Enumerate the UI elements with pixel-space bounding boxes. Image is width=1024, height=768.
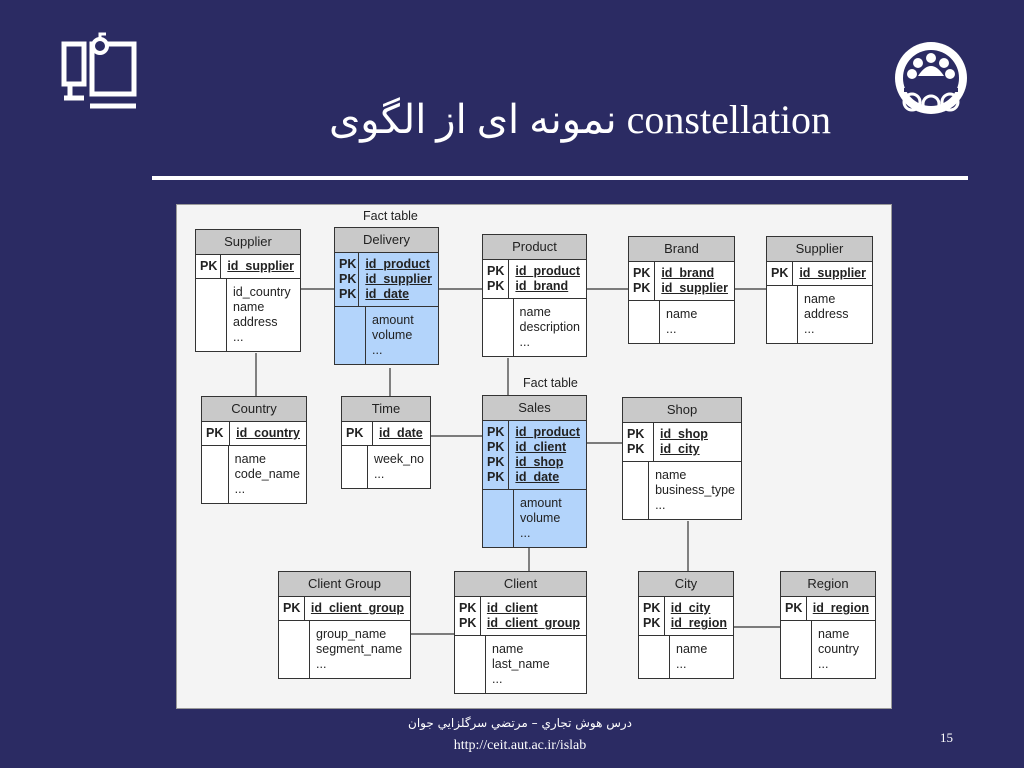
key-field: id_supplier — [799, 266, 866, 280]
attribute-field: name — [519, 305, 551, 319]
attribute-field: name — [666, 307, 698, 321]
table-name: Supplier — [196, 230, 300, 255]
attribute-fields — [227, 279, 297, 351]
pk-column — [279, 597, 305, 620]
attribute-section — [623, 462, 741, 519]
pk-marker: PK — [487, 455, 505, 469]
table-brand — [628, 236, 735, 344]
attribute-field: address — [233, 315, 278, 329]
attribute-field: ... — [492, 672, 503, 686]
attribute-section — [767, 286, 872, 343]
attribute-field: ... — [519, 335, 530, 349]
attribute-section — [342, 446, 430, 488]
attribute-fields — [310, 621, 408, 678]
key-fields — [793, 262, 872, 285]
primary-key-section — [781, 597, 875, 621]
primary-key-section — [767, 262, 872, 286]
pk-marker: PK — [633, 266, 651, 280]
key-field: id_region — [670, 616, 727, 630]
pk-column — [781, 597, 807, 620]
attribute-fields — [660, 301, 703, 343]
primary-key-section — [196, 255, 300, 279]
attribute-fields — [798, 286, 854, 343]
pk-marker: PK — [643, 601, 661, 615]
attribute-fields — [514, 490, 568, 547]
table-name: Delivery — [335, 228, 438, 253]
pk-column — [196, 255, 221, 278]
attribute-field: ... — [234, 482, 246, 496]
primary-key-section — [279, 597, 410, 621]
primary-key-section — [342, 422, 430, 446]
key-field: id_client — [486, 601, 538, 615]
attribute-section — [639, 636, 733, 678]
table-name: Brand — [629, 237, 734, 262]
pk-marker: PK — [459, 616, 477, 630]
primary-key-section — [639, 597, 733, 636]
attribute-field: ... — [520, 526, 531, 540]
attribute-field: country — [818, 642, 859, 656]
primary-key-section — [335, 253, 438, 307]
table-name: Time — [342, 397, 430, 422]
attribute-section — [483, 490, 586, 547]
attribute-section — [279, 621, 410, 678]
pk-column — [483, 421, 509, 489]
attribute-fields — [670, 636, 713, 678]
pk-marker: PK — [785, 601, 803, 615]
key-fields — [221, 255, 300, 278]
primary-key-section — [483, 260, 586, 299]
pk-column — [767, 262, 793, 285]
key-fields — [654, 423, 714, 461]
constellation-schema-diagram — [176, 204, 892, 709]
key-field: id_product — [365, 257, 430, 271]
attribute-field: ... — [373, 467, 385, 481]
attribute-field: name — [492, 642, 524, 656]
attribute-field: ... — [676, 657, 687, 671]
pk-marker: PK — [283, 601, 301, 615]
pk-column — [202, 422, 230, 445]
table-delivery — [334, 227, 439, 365]
key-field: id_client — [515, 440, 567, 454]
attribute-section — [196, 279, 300, 351]
pk-marker: PK — [771, 266, 789, 280]
table-name: Client Group — [279, 572, 410, 597]
pk-marker: PK — [459, 601, 477, 615]
pk-marker: PK — [627, 427, 645, 441]
table-name: Country — [202, 397, 306, 422]
attribute-field: ... — [233, 330, 244, 344]
key-fields — [373, 422, 429, 445]
pk-marker: PK — [643, 616, 661, 630]
attribute-section — [335, 307, 438, 364]
attribute-field: name — [655, 468, 687, 482]
table-city — [638, 571, 734, 679]
attribute-field: week_no — [373, 452, 424, 466]
pk-marker: PK — [339, 257, 357, 271]
pk-column — [342, 422, 373, 445]
pk-marker: PK — [206, 426, 224, 440]
key-field: id_brand — [515, 279, 569, 293]
attribute-section — [455, 636, 586, 693]
attribute-field: code_name — [234, 467, 300, 481]
key-fields — [481, 597, 586, 635]
key-field: id_supplier — [661, 281, 728, 295]
table-shop — [622, 397, 742, 520]
attribute-field: last_name — [492, 657, 550, 671]
attribute-field: id_country — [233, 285, 291, 299]
attribute-fields — [486, 636, 556, 693]
attribute-field: name — [676, 642, 708, 656]
key-field: id_shop — [515, 455, 564, 469]
pk-marker: PK — [339, 287, 357, 301]
table-supplier1 — [195, 229, 301, 352]
attribute-field: amount — [372, 313, 414, 327]
attribute-field: group_name — [316, 627, 387, 641]
key-fields — [509, 260, 586, 298]
table-supplier2 — [766, 236, 873, 344]
fact-table-label: Fact table — [523, 376, 578, 390]
key-field: id_country — [236, 426, 300, 440]
key-field: id_product — [515, 425, 580, 439]
table-region — [780, 571, 876, 679]
course-footer: درس هوش تجاري – مرتضي سرگلزايي جوان — [408, 716, 632, 730]
attribute-field: ... — [372, 343, 383, 357]
pk-marker: PK — [339, 272, 357, 286]
pk-marker: PK — [487, 425, 505, 439]
attribute-field: amount — [520, 496, 562, 510]
attribute-section — [483, 299, 586, 356]
attribute-field: address — [804, 307, 849, 321]
attribute-field: name — [804, 292, 836, 306]
attribute-fields — [229, 446, 306, 503]
key-field: id_region — [812, 601, 869, 615]
attribute-field: ... — [655, 498, 666, 512]
pk-column — [455, 597, 481, 635]
attribute-section — [202, 446, 306, 503]
key-fields — [807, 597, 875, 620]
key-field: id_city — [660, 442, 700, 456]
attribute-field: ... — [804, 322, 815, 336]
table-name: Client — [455, 572, 586, 597]
attribute-field: ... — [316, 657, 327, 671]
pk-marker: PK — [487, 470, 505, 484]
pk-column — [483, 260, 509, 298]
pk-marker: PK — [200, 259, 218, 273]
primary-key-section — [629, 262, 734, 301]
table-client — [454, 571, 587, 694]
key-fields — [655, 262, 734, 300]
fact-table-label: Fact table — [363, 209, 418, 223]
lab-logo-icon — [60, 32, 140, 112]
primary-key-section — [483, 421, 586, 490]
key-field: id_date — [379, 426, 423, 440]
attribute-field: description — [519, 320, 580, 334]
key-fields — [359, 253, 438, 306]
pk-column — [623, 423, 654, 461]
primary-key-section — [202, 422, 306, 446]
table-name: Product — [483, 235, 586, 260]
table-country — [201, 396, 307, 504]
key-fields — [509, 421, 586, 489]
pk-marker: PK — [487, 440, 505, 454]
page-number: 15 — [940, 730, 953, 745]
pk-marker: PK — [627, 442, 645, 456]
pk-column — [629, 262, 655, 300]
primary-key-section — [455, 597, 586, 636]
pk-marker: PK — [633, 281, 651, 295]
primary-key-section — [623, 423, 741, 462]
table-product — [482, 234, 587, 357]
table-name: City — [639, 572, 733, 597]
attribute-section — [781, 621, 875, 678]
attribute-field: volume — [520, 511, 561, 525]
pk-marker: PK — [487, 279, 505, 293]
attribute-fields — [366, 307, 420, 364]
key-field: id_product — [515, 264, 580, 278]
key-fields — [230, 422, 306, 445]
university-emblem-icon — [888, 36, 974, 126]
key-field: id_date — [365, 287, 410, 301]
table-name: Shop — [623, 398, 741, 423]
attribute-fields — [812, 621, 865, 678]
key-field: id_shop — [660, 427, 708, 441]
attribute-fields — [514, 299, 586, 356]
attribute-field: ... — [666, 322, 677, 336]
attribute-field: name — [234, 452, 266, 466]
attribute-field: segment_name — [316, 642, 403, 656]
table-time — [341, 396, 431, 489]
attribute-field: name — [233, 300, 265, 314]
table-name: Supplier — [767, 237, 872, 262]
title-divider — [152, 176, 968, 180]
attribute-field: name — [818, 627, 850, 641]
pk-marker: PK — [487, 264, 505, 278]
attribute-section — [629, 301, 734, 343]
attribute-field: ... — [818, 657, 829, 671]
pk-marker: PK — [346, 426, 364, 440]
attribute-field: volume — [372, 328, 413, 342]
attribute-fields — [368, 446, 430, 488]
slide-title: نمونه ای از الگوی constellation — [328, 97, 832, 142]
pk-column — [335, 253, 359, 306]
pk-column — [639, 597, 665, 635]
key-field: id_supplier — [365, 272, 432, 286]
key-field: id_brand — [661, 266, 715, 280]
footer-url-link[interactable]: http://ceit.aut.ac.ir/islab — [453, 738, 587, 753]
table-name: Sales — [483, 396, 586, 421]
key-field: id_supplier — [227, 259, 294, 273]
key-field: id_city — [670, 601, 711, 615]
key-fields — [665, 597, 733, 635]
table-client-group — [278, 571, 411, 679]
key-field: id_client_group — [486, 616, 580, 630]
table-sales — [482, 395, 587, 548]
attribute-fields — [649, 462, 741, 519]
key-fields — [305, 597, 410, 620]
attribute-field: business_type — [655, 483, 735, 497]
table-name: Region — [781, 572, 875, 597]
key-field: id_client_group — [310, 601, 404, 615]
key-field: id_date — [515, 470, 560, 484]
